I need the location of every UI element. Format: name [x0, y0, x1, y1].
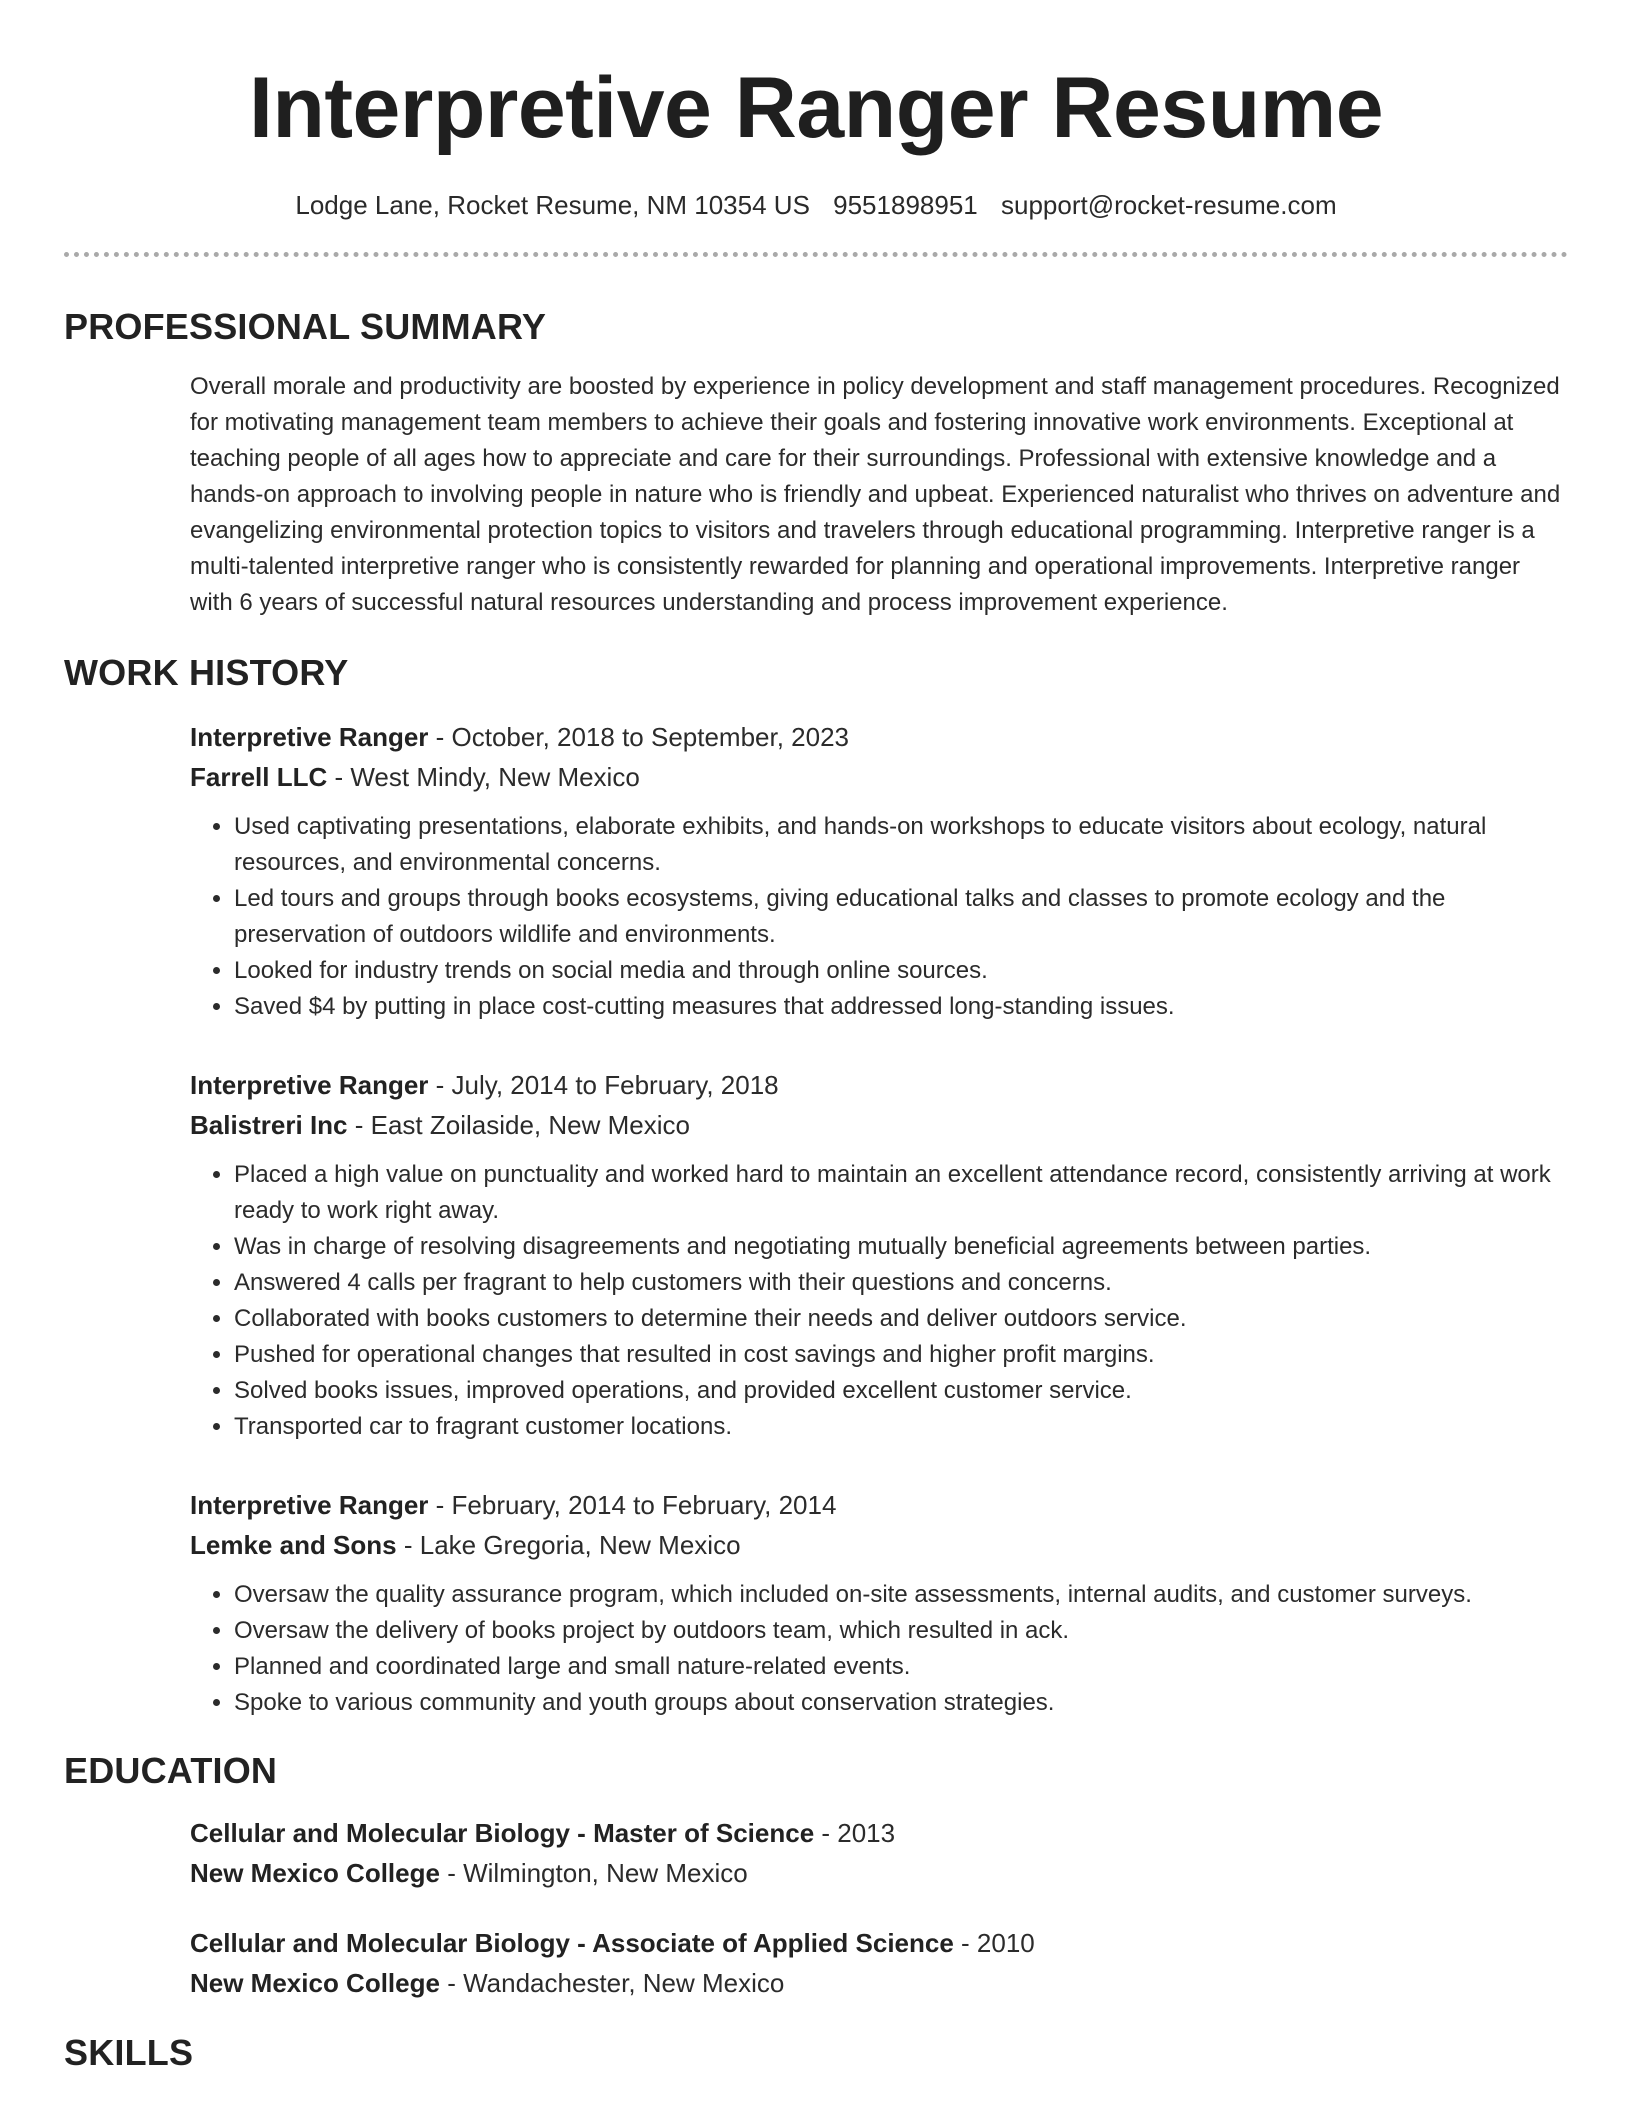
job-dates: - October, 2018 to September, 2023	[428, 722, 850, 752]
job-company: Balistreri Inc	[190, 1110, 348, 1140]
resume-title: Interpretive Ranger Resume	[248, 60, 1384, 156]
header-divider	[64, 252, 1568, 257]
job-entry	[190, 717, 1568, 1025]
job-bullet: • Placed a high value on punctuality and worked hard to maintain an excellent attendance record, consistently arriving at work ready to work right away.	[234, 1157, 1568, 1229]
school-location: - Wandachester, New Mexico	[439, 1968, 785, 1998]
job-company: Farrell LLC	[190, 762, 328, 792]
job-bullet: • Was in charge of resolving disagreements and negotiating mutually beneficial agreements between parties.	[234, 1229, 1568, 1265]
school-line	[190, 1963, 1568, 2003]
degree-year: - 2013	[814, 1818, 896, 1848]
contact-email: support@rocket-resume.com	[1000, 190, 1337, 220]
degree-year: - 2010	[953, 1928, 1035, 1958]
job-company-line	[190, 757, 1568, 797]
job-bullet: • Saved $4 by putting in place cost-cutting measures that addressed long-standing issues.	[234, 989, 1568, 1025]
job-bullets	[190, 1157, 1568, 1445]
summary-text: Overall morale and productivity are boosted by experience in policy development and staff management procedures. Recognized for motivating management team members to achieve their goals and fostering innovative work environments. Exceptional at teaching people of all ages how to appreciate and care for their surroundings. Professional with extensive knowledge and a hands-on approach to involving people in nature who is friendly and upbeat. Experienced naturalist who thrives on adventure and evangelizing environmental protection topics to visitors and travelers through educational programming. Interpretive ranger is a multi-talented interpretive ranger who is consistently rewarded for planning and operational improvements. Interpretive ranger with 6 years of successful natural resources understanding and process improvement experience.	[190, 373, 1561, 616]
job-bullet: • Pushed for operational changes that resulted in cost savings and higher profit margins.	[234, 1337, 1568, 1373]
degree-line	[190, 1923, 1568, 1963]
job-title: Interpretive Ranger	[190, 1490, 429, 1520]
job-bullets	[190, 1577, 1568, 1721]
degree-line	[190, 1813, 1568, 1853]
job-bullet: • Spoke to various community and youth groups about conservation strategies.	[234, 1685, 1568, 1721]
summary-heading: PROFESSIONAL SUMMARY	[64, 306, 547, 347]
job-bullet: • Solved books issues, improved operations, and provided excellent customer service.	[234, 1373, 1568, 1409]
school-line	[190, 1853, 1568, 1893]
education-entry	[190, 1923, 1568, 2003]
job-bullet: • Planned and coordinated large and small nature-related events.	[234, 1649, 1568, 1685]
school-name: New Mexico College	[190, 1968, 440, 1998]
job-company: Lemke and Sons	[190, 1530, 397, 1560]
job-dates: - February, 2014 to February, 2014	[428, 1490, 837, 1520]
job-title: Interpretive Ranger	[190, 722, 429, 752]
degree-name: Cellular and Molecular Biology - Associate of Applied Science	[190, 1928, 954, 1958]
school-name: New Mexico College	[190, 1858, 440, 1888]
degree-name: Cellular and Molecular Biology - Master of Science	[190, 1818, 815, 1848]
contact-line	[0, 188, 1632, 222]
job-dates: - July, 2014 to February, 2018	[428, 1070, 779, 1100]
job-entry	[190, 1485, 1568, 1721]
contact-address: Lodge Lane, Rocket Resume, NM 10354 US	[295, 190, 810, 220]
job-company-line	[190, 1105, 1568, 1145]
job-title-line	[190, 1065, 1568, 1105]
job-bullet: • Looked for industry trends on social media and through online sources.	[234, 953, 1568, 989]
job-title-line	[190, 1485, 1568, 1525]
job-bullet: • Transported car to fragrant customer locations.	[234, 1409, 1568, 1445]
skills-heading: SKILLS	[64, 2032, 194, 2073]
job-location: - Lake Gregoria, New Mexico	[396, 1530, 741, 1560]
job-entry	[190, 1065, 1568, 1445]
job-title: Interpretive Ranger	[190, 1070, 429, 1100]
job-bullet: • Used captivating presentations, elaborate exhibits, and hands-on workshops to educate visitors about ecology, natural resources, and environmental concerns.	[234, 809, 1568, 881]
job-location: - East Zoilaside, New Mexico	[347, 1110, 690, 1140]
job-bullet: • Led tours and groups through books ecosystems, giving educational talks and classes to promote ecology and the preservation of outdoors wildlife and environments.	[234, 881, 1568, 953]
work-history-heading: WORK HISTORY	[64, 652, 349, 693]
job-bullet: • Oversaw the quality assurance program, which included on-site assessments, internal audits, and customer surveys.	[234, 1577, 1568, 1613]
job-location: - West Mindy, New Mexico	[327, 762, 640, 792]
job-bullet: • Answered 4 calls per fragrant to help customers with their questions and concerns.	[234, 1265, 1568, 1301]
job-bullets	[190, 809, 1568, 1025]
school-location: - Wilmington, New Mexico	[439, 1858, 748, 1888]
job-company-line	[190, 1525, 1568, 1565]
education-heading: EDUCATION	[64, 1750, 278, 1791]
contact-phone: 9551898951	[833, 190, 978, 220]
job-title-line	[190, 717, 1568, 757]
job-bullet: • Collaborated with books customers to determine their needs and deliver outdoors service.	[234, 1301, 1568, 1337]
education-entry	[190, 1813, 1568, 1893]
job-bullet: • Oversaw the delivery of books project by outdoors team, which resulted in ack.	[234, 1613, 1568, 1649]
